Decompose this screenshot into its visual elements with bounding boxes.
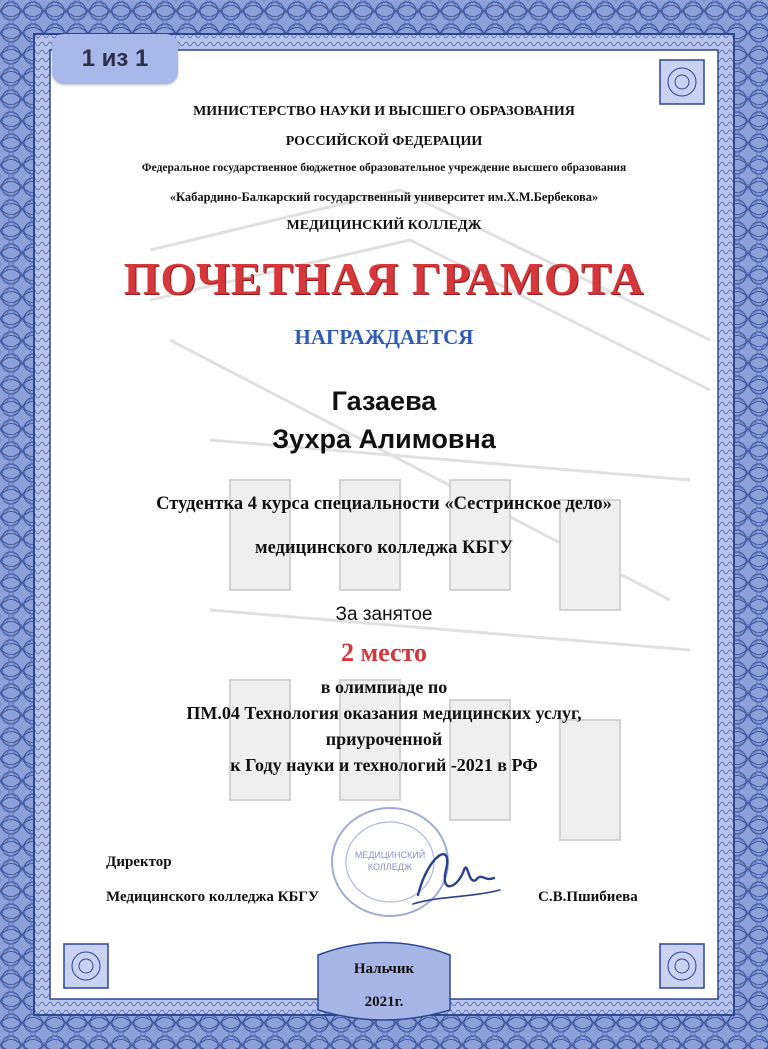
awarded-label: НАГРАЖДАЕТСЯ	[294, 325, 474, 349]
recipient-surname: Газаева	[331, 386, 437, 416]
olympiad-line-2: ПМ.04 Технология оказания медицинских услуг,	[186, 703, 582, 723]
certificate-title: ПОЧЕТНАЯ ГРАМОТА	[123, 253, 645, 304]
olympiad-line-4: к Году науки и технологий -2021 в РФ	[230, 755, 538, 775]
stamp-text: МЕДИЦИНСКИЙ	[354, 850, 426, 860]
college-description: медицинского колледжа КБГУ	[254, 538, 514, 558]
college-heading: МЕДИЦИНСКИЙ КОЛЛЕДЖ	[286, 218, 482, 233]
university-heading: «Кабардино-Балкарский государственный университет им.Х.М.Бербекова»	[169, 190, 599, 204]
institution-type-heading: Федеральное государственное бюджетное образовательное учреждение высшего образования	[141, 162, 627, 174]
place-award: 2 место	[340, 638, 428, 667]
director-label: Директор	[106, 854, 172, 870]
olympiad-line-1: в олимпиаде по	[320, 677, 448, 697]
director-name: С.В.Пшибиева	[538, 889, 638, 905]
svg-text:КОЛЛЕДЖ: КОЛЛЕДЖ	[367, 862, 413, 872]
year-label: 2021г.	[364, 994, 404, 1010]
recipient-given-names: Зухра Алимовна	[272, 424, 496, 454]
olympiad-line-3: приуроченной	[325, 729, 443, 749]
college-stamp	[318, 800, 508, 930]
director-college-label: Медицинского колледжа КБГУ	[106, 889, 319, 905]
ministry-heading: МИНИСТЕРСТВО НАУКИ И ВЫСШЕГО ОБРАЗОВАНИЯ	[193, 104, 575, 119]
federation-heading: РОССИЙСКОЙ ФЕДЕРАЦИИ	[285, 134, 483, 149]
director-signature	[418, 854, 494, 895]
student-description: Студентка 4 курса специальности «Сестринское дело»	[156, 494, 612, 514]
for-label: За занятое	[335, 604, 433, 625]
page-counter-badge: 1 из 1	[52, 34, 178, 84]
city-label: Нальчик	[353, 961, 415, 977]
